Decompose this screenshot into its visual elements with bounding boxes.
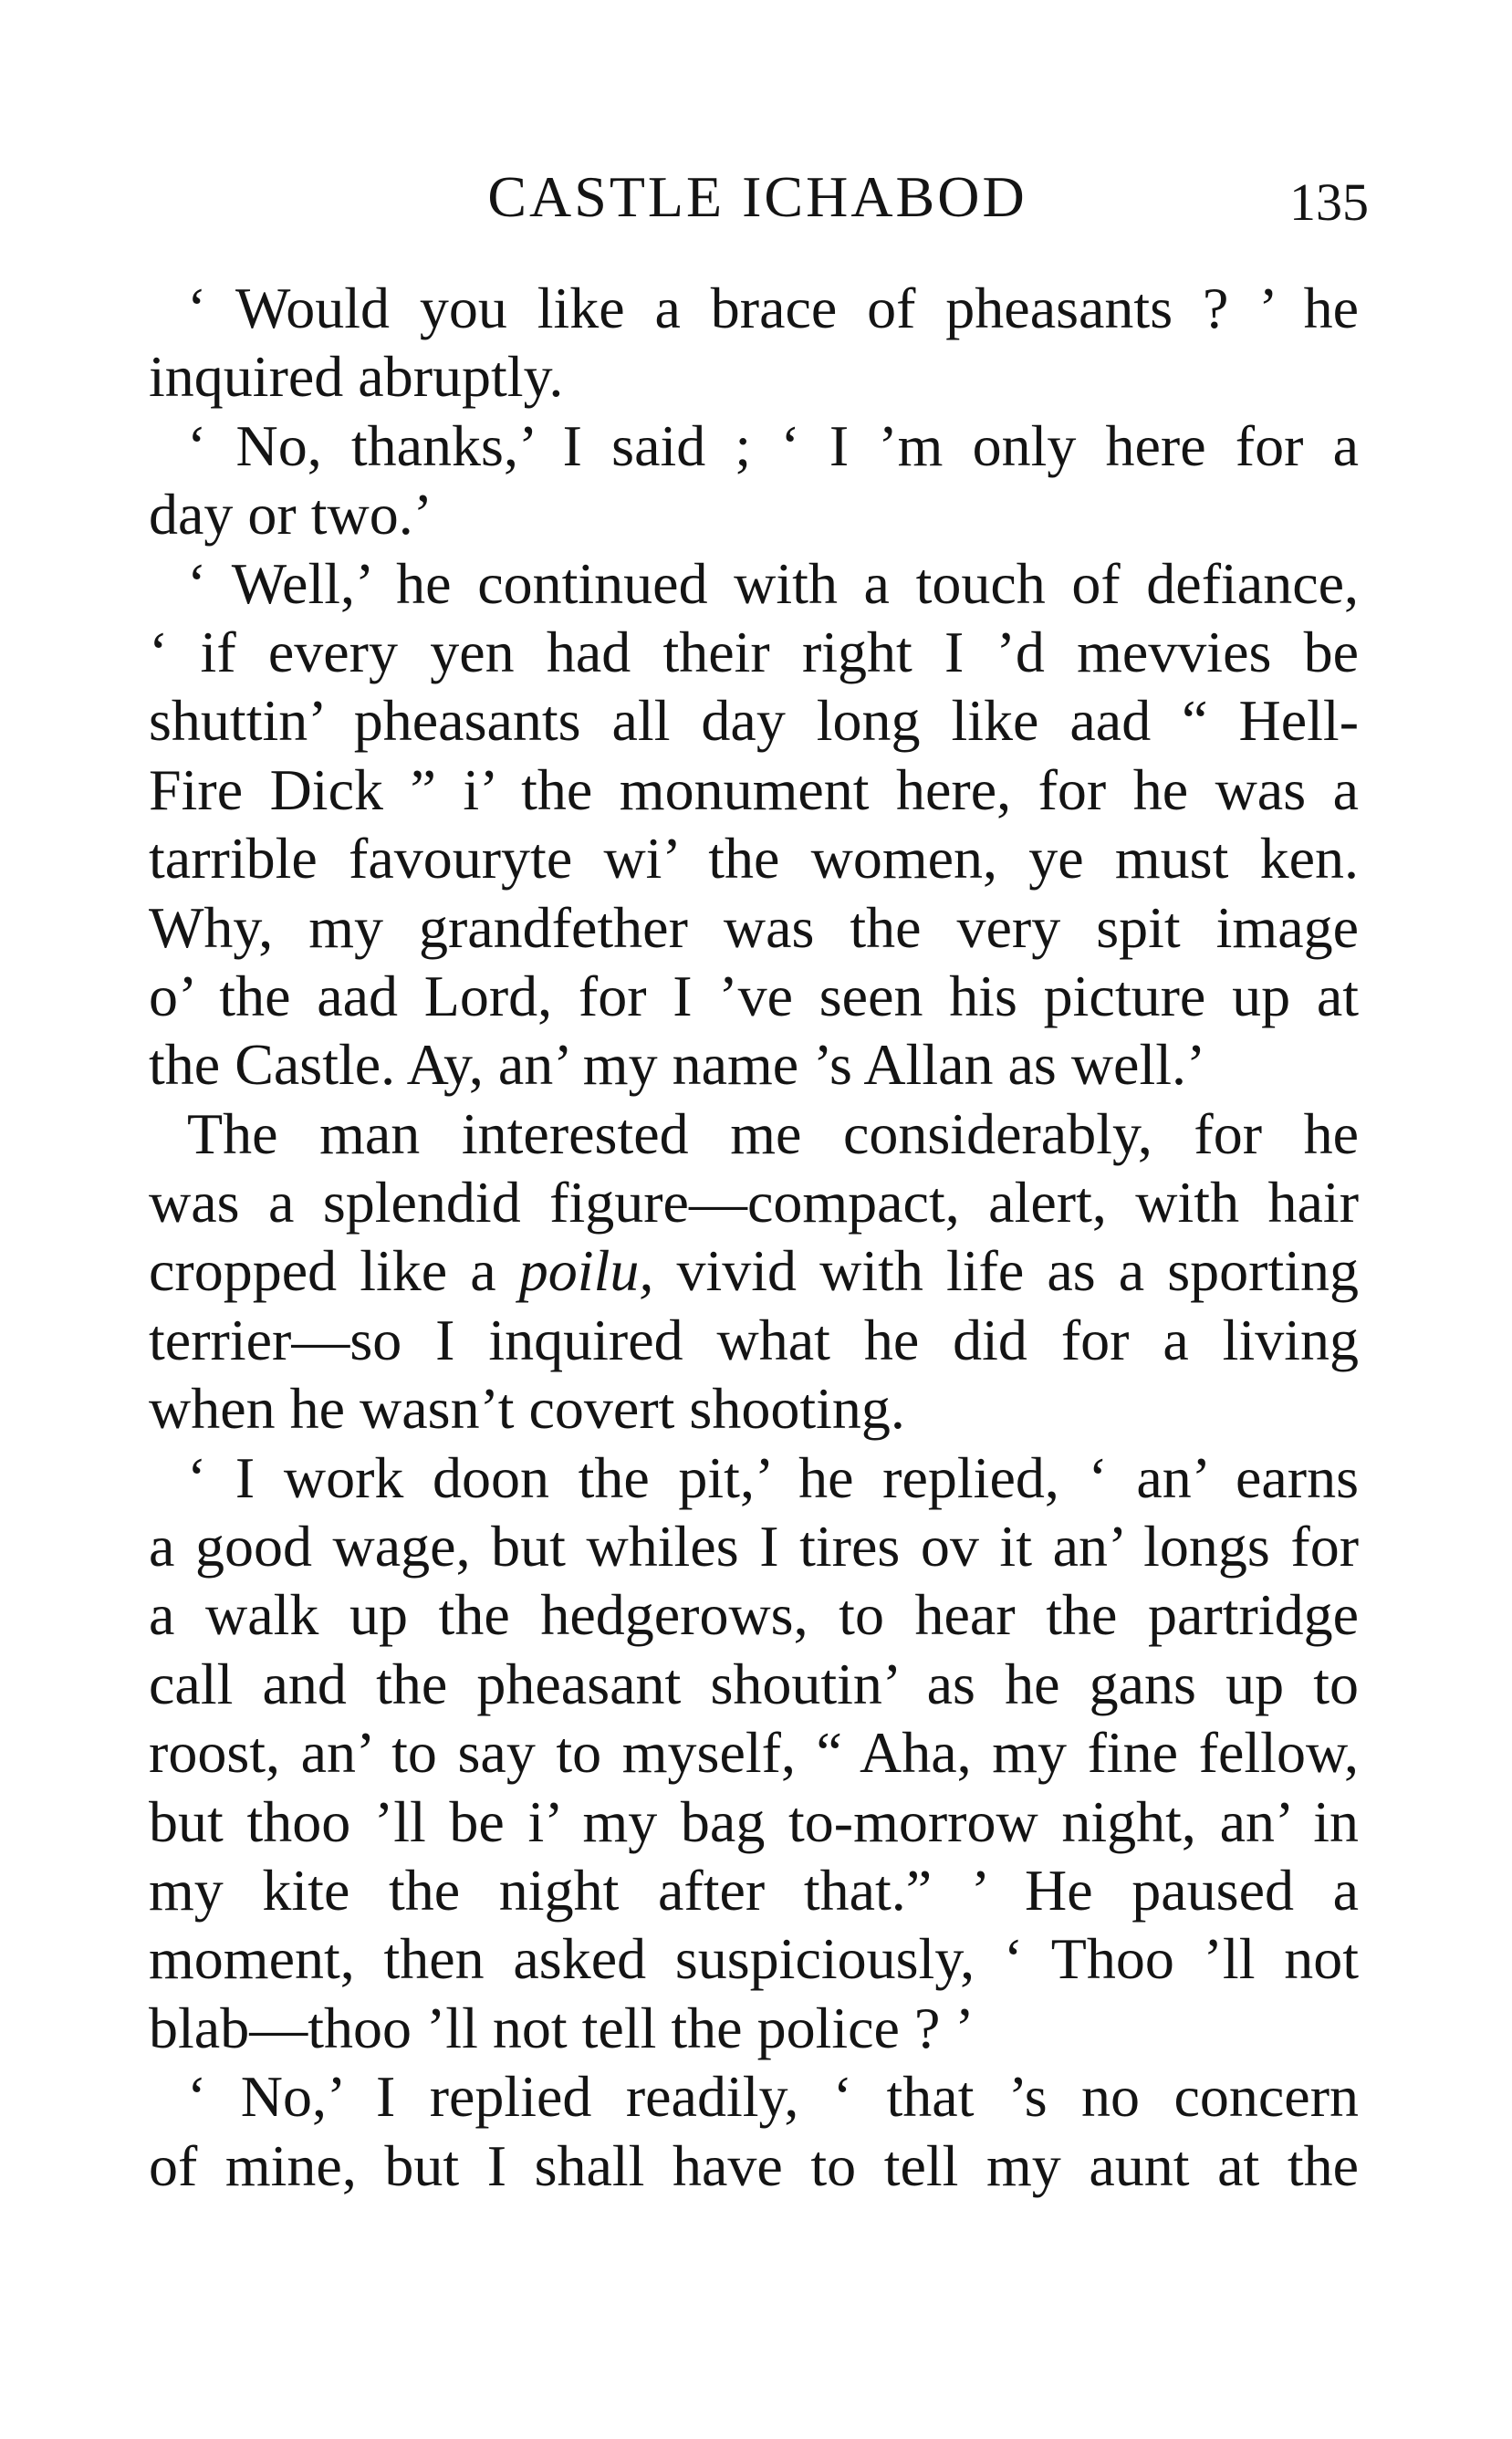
text-line: tarrible favouryte wi’ the women, ye must ken.: [149, 826, 1359, 891]
text-line: ‘ Would you like a brace of pheasants ? ’ he: [187, 276, 1359, 340]
text-line: ‘ if every yen had their right I ’d mevvies be: [149, 619, 1359, 684]
text-line: ‘ No, thanks,’ I said ; ‘ I ’m only here for a: [187, 412, 1359, 478]
text-line: terrier—so I inquired what he did for a living: [149, 1307, 1359, 1372]
text-line: shuttin’ pheasants all day long like aad “ Hell-: [149, 688, 1359, 754]
text-segment: vivid with life as a sporting: [676, 1238, 1360, 1304]
text-line: a good wage, but whiles I tires ov it an’ longs for: [149, 1514, 1359, 1579]
page-number: 135: [1289, 172, 1369, 232]
running-head: [146, 161, 1369, 234]
text-line: the Castle. Ay, an’ my name ’s Allan as well.’: [149, 1032, 1206, 1098]
running-title: CASTLE ICHABOD: [487, 164, 1027, 229]
text-line: The man interested me considerably, for he: [187, 1100, 1359, 1166]
text-line: was a splendid figure—compact, alert, with hair: [149, 1170, 1359, 1235]
body-text: [149, 274, 1359, 2200]
text-line: but thoo ’ll be i’ my bag to-morrow night, an’ in: [149, 1788, 1359, 1854]
text-line: a walk up the hedgerows, to hear the partridge: [149, 1582, 1359, 1648]
text-line: blab—thoo ’ll not tell the police ? ’: [149, 1995, 975, 2060]
text-segment: cropped like a: [149, 1238, 496, 1304]
text-line: moment, then asked suspiciously, ‘ Thoo ’ll not: [149, 1926, 1359, 1992]
text-line-with-italic: [149, 1236, 1359, 1305]
text-line: my kite the night after that.” ’ He paused a: [149, 1857, 1359, 1923]
text-line: roost, an’ to say to myself, “ Aha, my fine fellow,: [149, 1720, 1359, 1786]
text-line: when he wasn’t covert shooting.: [149, 1376, 905, 1442]
text-line: Fire Dick ” i’ the monument here, for he was a: [149, 756, 1359, 822]
text-line: call and the pheasant shoutin’ as he gans up to: [149, 1651, 1359, 1716]
text-line: ‘ I work doon the pit,’ he replied, ‘ an’ earns: [187, 1444, 1359, 1510]
text-line: ‘ Well,’ he continued with a touch of defiance,: [187, 550, 1359, 616]
text-line: ‘ No,’ I replied readily, ‘ that ’s no concern: [187, 2064, 1359, 2130]
text-line: of mine, but I shall have to tell my aunt at the: [149, 2132, 1359, 2198]
text-line: o’ the aad Lord, for I ’ve seen his picture up at: [149, 963, 1359, 1028]
italic-word: poilu,: [518, 1238, 654, 1304]
text-line: Why, my grandfether was the very spit image: [149, 894, 1359, 960]
text-line: day or two.’: [149, 482, 433, 547]
text-line: inquired abruptly.: [149, 344, 564, 410]
